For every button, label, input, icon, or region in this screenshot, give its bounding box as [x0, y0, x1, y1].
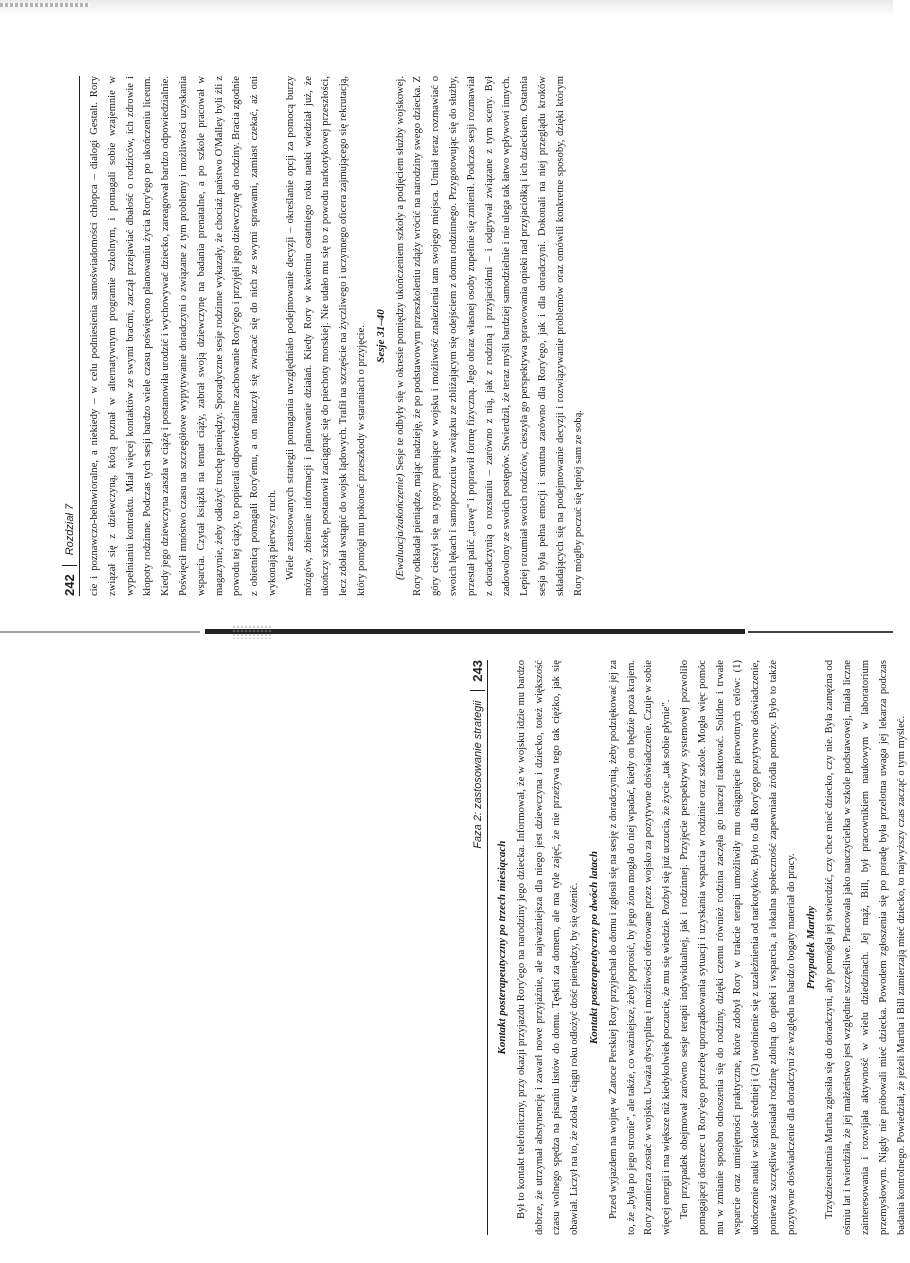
body-text-right: [494, 660, 910, 1235]
body-text-left: [86, 76, 587, 596]
scan-edge-top: [0, 0, 893, 16]
paragraph-rest: Sesje te odbyły się w okresie pomiędzy ukończeniem szkoły a podjęciem służby wojskowej. Rory odkładał pieniądze, mając nadzieję, że po podstawowym przeszkoleniu zdąży wrócić na narodziny swego dziecka. Z góry cieszył się na rygory panujące w wojsku i możliwość znalezienia tam swojego miejsca. Umiał teraz rozmawiać o swoich lękach i samopoczuciu w związku ze zbliżającym się odejściem z domu rodzinnego. Przygotowując się do służby, przestał palić „trawę" i poprawił formę fizyczną. Jego obraz własnej osoby zupełnie się zmienił. Podczas sesji rozmawiał z doradczynią o rozstaniu – zarówno z nią, jak z rodziną i przyjaciółmi – i odgrywał związane z tym sceny. Był zadowolony ze swoich postępów. Stwierdził, że teraz myśli bardziej samodzielnie i nie ulega tak łatwo wpływowi innych. Lepiej rozumiał swoich rodziców, cieszyła go perspektywa sprawowania opieki nad przyjaciółką i ich dzieckiem. Ostatnia sesja była pełna emocji i smutna zarówno dla Rory'ego, jak i dla doradczyni. Dokonali na niej przeglądu kroków składających się na podejmowanie decyzji i rozwiązywanie problemów oraz omówili konkretne sposoby, dzięki którym Rory mógłby poczuć się lepiej sam ze sobą.: [394, 76, 584, 596]
paragraph: Był to kontakt telefoniczny, przy okazji przyjazdu Rory'ego na narodziny jego dziecka. Informował, że w wojsku idzie mu bardzo dobrze, że utrzymał abstynencję i zawarł nowe przyjaźnie, ale najważniejsza dla niego jest dziewczyna i dziecko, toteż większość czasu wolnego spędza na pisaniu listów do domu. Tęskni za domem, ale ma tyle zajęć, że nie przeżywa tego tak ciężko, jak się obawiał. Liczył na to, że zdoła w ciągu roku odłożyć dość pieniędzy, by się ożenić.: [515, 660, 581, 1235]
paragraph: Trzydziestoletnia Martha zgłosiła się do doradczyni, aby pomógła jej stwierdzić, czy chce mieć dziecko, czy nie. Była zamężna od ośmiu lat i twierdziła, że jej małżeństwo jest względnie szczęśliwe. Pracowała jako nauczycielka w szkole podstawowej, miała liczne zainteresowania i rozwijała aktywność w wielu dziedzinach. Jej mąż, Bill, był pracownikiem naukowym w laboratorium przemysłowym. Nigdy nie próbowali mieć dziecka. Powodem zgłoszenia się po poradę była przelotna uwaga jej lekarza podczas badania kontrolnego. Powiedział, że jeżeli Martha i Bill zamierzają mieć dziecko, to najwyższy czas zacząć o tym myśleć.: [824, 660, 907, 1235]
page-number: 243: [470, 660, 485, 691]
running-head-left: [62, 76, 80, 596]
section-heading: Kontakt posterapeutyczny po trzech miesiącach: [496, 840, 508, 1055]
session-note: (Ewaluacja/zakończenie): [394, 473, 406, 580]
page-number: 242: [62, 565, 77, 596]
paragraph: [392, 76, 588, 596]
page-242: [62, 76, 842, 596]
page-243: [470, 660, 907, 1235]
paragraph: Wiele zastosowanych strategii pomagania uwzględniało podejmowanie decyzji – określanie opcji za pomocą burzy mózgów, zbieranie informacji i planowanie działań. Kiedy Rory w kwietniu ostatniego roku nauki wiedział już, że ukończy szkołę, postanowił zaciągnąć się do piechoty morskiej. Nie udało mu się to z powodu narkotykowej przeszłości, lecz zdołał wstąpić do wojsk lądowych. Trafił na szczęście na życzliwego i uczynnego oficera zajmującego się rekrutacją, który pomógł mu pokonać przeszkody w staraniach o przyjęcie.: [284, 76, 367, 596]
section-heading: Przypadek Marthy: [804, 905, 817, 990]
section-heading: Sesje 31–40: [374, 309, 387, 363]
section-heading: Kontakt posterapeutyczny po dwóch latach: [587, 850, 600, 1045]
paragraph: Przed wyjazdem na wojnę w Zatoce Perskiej Rory przyjechał do domu i zgłosił się na sesję z doradczynią, żeby podziękować jej za to, że „była po jego stronie", ale także, co ważniejsze, żeby poprosić, by jego żona mogła do niej wpadać, kiedy on będzie poza krajem. Rory zamierza zostać w wojsku. Uważa dyscyplinę i możliwości oferowane przez wojsko za pozytywne doświadczenie. Czuje w sobie więcej energii i ma większe niż kiedykolwiek poczucie, że mu się wiedzie. Pozbył się już uczucia, że życie „tak sobie płynie".: [607, 660, 673, 1235]
scan-smudge: [0, 3, 90, 7]
paragraph: cie i poznawczo-behawioralne, a niekiedy – w celu podniesienia samoświadomości chłopca – dialogi Gestalt. Rory związał się z dziewczyną, którą poznał w alternatywnym programie szkolnym, i pomagali sobie wzajemnie w wypełnianiu kontraktu. Miał więcej kontaktów ze swymi braćmi, zaczął przejawiać dbałość o rodziców, ich zdrowie i kłopoty rodzinne. Podczas tych sesji bardzo wiele czasu poświęcono planowaniu życia Rory'ego po ukończeniu liceum. Kiedy jego dziewczyna zaszła w ciążę i postanowiła urodzić i wychowywać dziecko, zareagował bardzo odpowiedzialnie. Poświęcił mnóstwo czasu na szczegółowe wypytywanie doradczyni o związane z tym problemy i możliwości uzyskania wsparcia. Czytał książki na temat ciąży, zabrał swoją dziewczynę na badania prenatalne, a po szkole pracował w magazynie, żeby odłożyć trochę pieniędzy. Sporadyczne sesje rodzinne wykazały, że chociaż państwo O'Malley byli źli z powodu tej ciąży, to popierali odpowiedzialne zachowanie Rory'ego i przyjęli jego dziewczynę do rodziny. Bracia zgodnie z obietnicą pomagali Rory'emu, a on nauczył się zwracać się do nich ze swymi sprawami, zamiast czekać, aż oni wykonają pierwszy ruch.: [89, 76, 278, 596]
paragraph: Ten przypadek obejmował zarówno sesje terapii indywidualnej, jak i rodzinnej. Przyjęcie perspektywy systemowej pozwoliło pomagającej dostrzec u Rory'ego potrzebę uporządkowania sytuacji i uzyskania wsparcia w rodzinie oraz szkole. Mogła więc pomóc mu w zmianie sposobu odnoszenia się do rodziny, dzięki czemu również rodzina zaczęła go inaczej traktować. Solidne i trwałe wsparcie oraz umiejętności praktyczne, które zdobył Rory w trakcie terapii umożliwiły mu osiągnięcie pierwotnych celów: (1) ukończenie nauki w szkole średniej i (2) uwolnienie się z uzależnienia od narkotyków. Było to dla Rory'ego pozytywne doświadczenie, ponieważ szczęśliwie posiadał rodzinę zdolną do opieki i wsparcia, a lokalna społeczność zapewniała źródła pomocy. Było to także pozytywne doświadczenie dla doradczyni ze względu na bardzo bogaty materiał do pracy.: [678, 660, 797, 1235]
section-title: Faza 2: zastosowanie strategii: [471, 700, 484, 849]
chapter-title: Rozdział 7: [63, 503, 76, 556]
book-gutter: [0, 623, 893, 641]
running-head-right: [470, 660, 488, 1235]
